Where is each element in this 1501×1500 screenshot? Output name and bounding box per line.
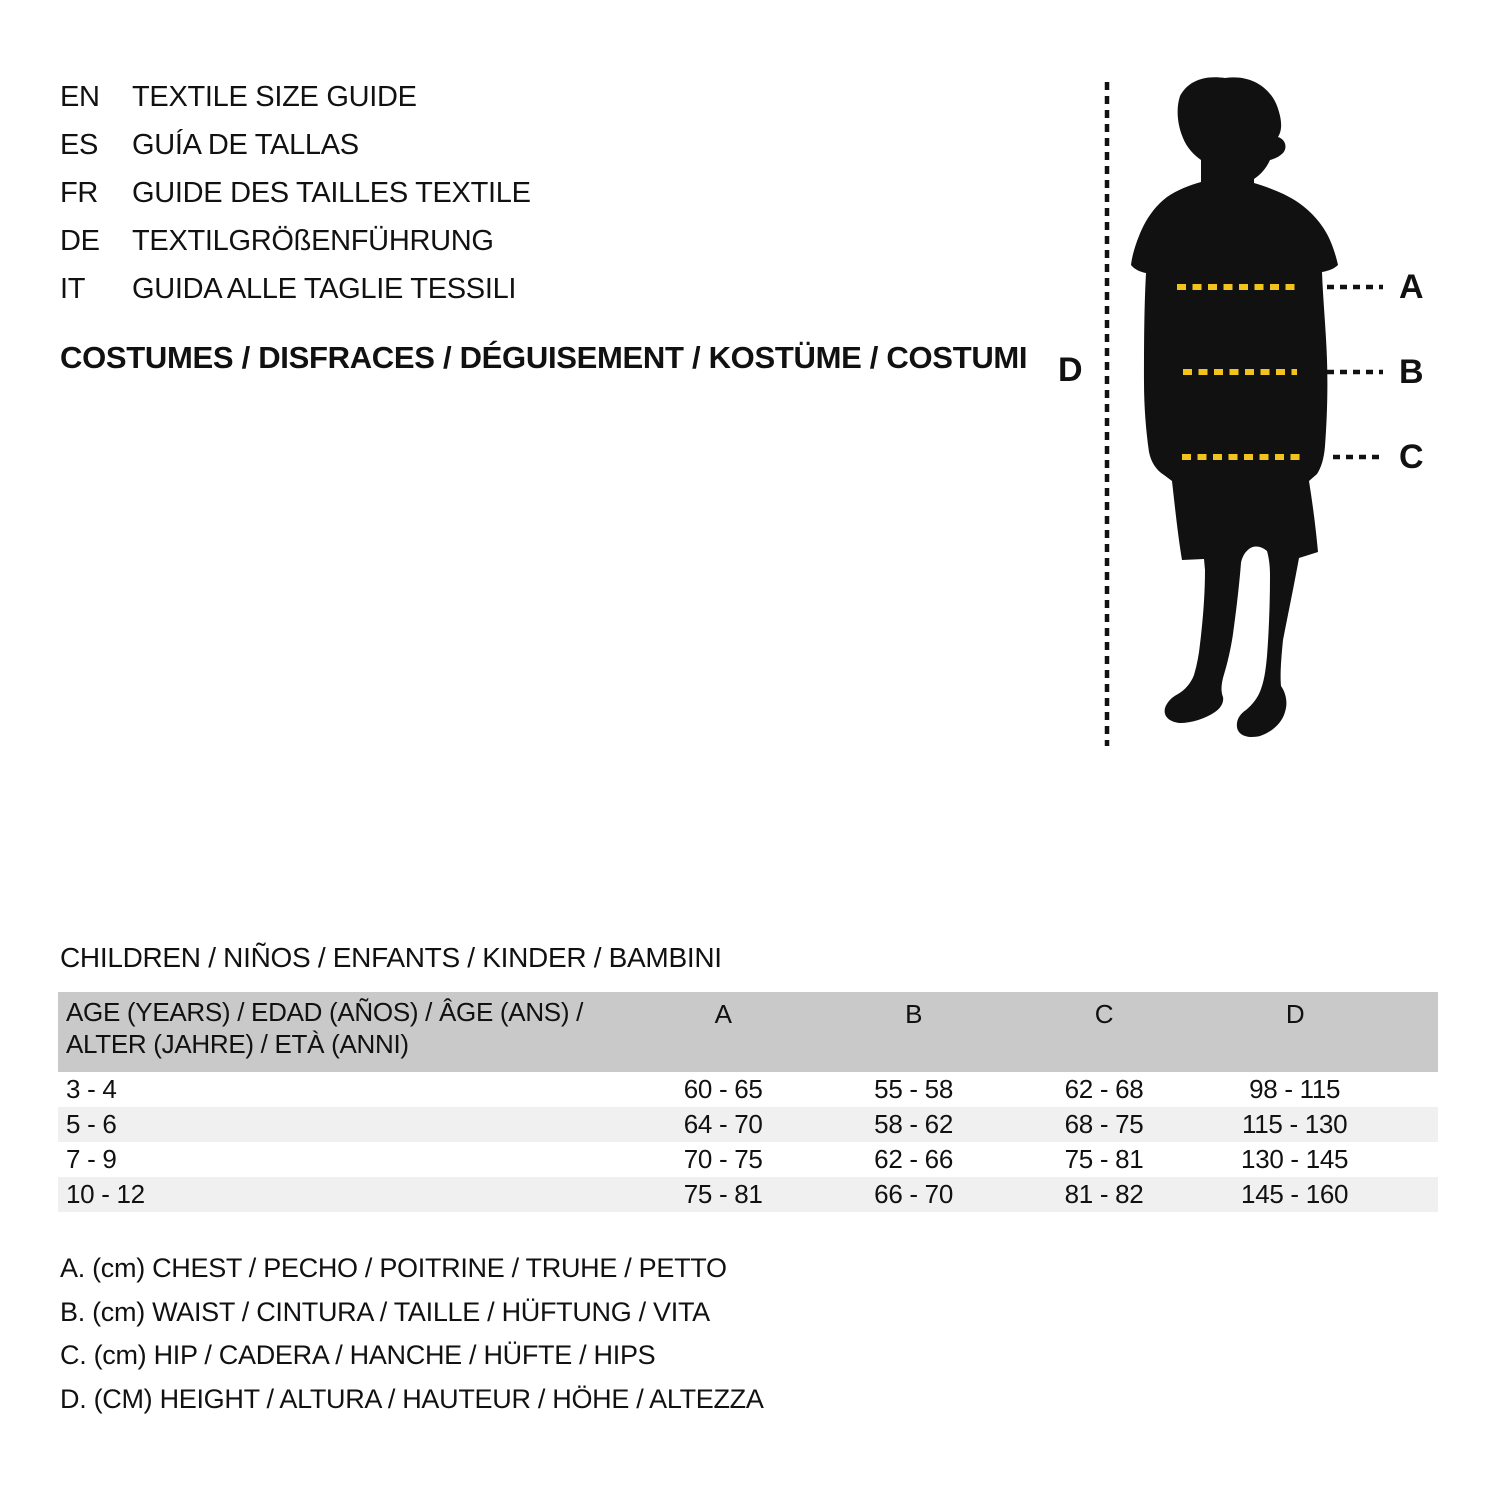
age-cell: 5 - 6: [66, 1109, 117, 1139]
measurement-figure-graphic: [1055, 60, 1455, 750]
height-cell: 130 - 145: [1241, 1144, 1349, 1174]
language-label: GUÍA DE TALLAS: [132, 129, 359, 161]
language-label: TEXTILGRÖßENFÜHRUNG: [132, 225, 494, 257]
measurement-legend: [60, 1247, 764, 1421]
legend-item: B. (cm) WAIST / CINTURA / TAILLE / HÜFTUNG / VITA: [60, 1296, 710, 1327]
language-guide-list: [60, 73, 531, 313]
legend-item: A. (cm) CHEST / PECHO / POITRINE / TRUHE / PETTO: [60, 1253, 727, 1283]
language-code: DE: [60, 225, 100, 257]
age-cell: 7 - 9: [66, 1144, 117, 1174]
chest-cell: 70 - 75: [683, 1144, 763, 1174]
legend-item: C. (cm) HIP / CADERA / HANCHE / HÜFTE / HIPS: [60, 1340, 656, 1370]
language-code: FR: [60, 177, 99, 209]
chest-cell: 60 - 65: [683, 1074, 763, 1104]
waist-cell: 66 - 70: [874, 1179, 954, 1209]
waist-cell: 62 - 66: [874, 1144, 954, 1174]
table-row: [58, 1177, 1438, 1212]
child-silhouette: [1131, 77, 1338, 737]
hip-cell: 81 - 82: [1064, 1179, 1144, 1209]
category-title: COSTUMES / DISFRACES / DÉGUISEMENT / KOSTÜME / COSTUMI: [60, 340, 1028, 375]
chest-cell: 75 - 81: [683, 1179, 763, 1209]
size-table-header-row: [58, 992, 1438, 1072]
age-header-line1: AGE (YEARS) / EDAD (AÑOS) / ÂGE (ANS) /: [66, 997, 584, 1027]
age-cell: 10 - 12: [66, 1179, 145, 1209]
age-header-line2: ALTER (JAHRE) / ETÀ (ANNI): [66, 1029, 409, 1059]
table-row: [58, 1107, 1438, 1142]
label-hip-c: C: [1399, 438, 1424, 476]
label-height-d: D: [1058, 351, 1083, 389]
height-cell: 115 - 130: [1242, 1109, 1348, 1139]
column-header-b: B: [818, 992, 1008, 1072]
table-row: [58, 1072, 1438, 1107]
hip-cell: 62 - 68: [1064, 1074, 1144, 1104]
chest-cell: 64 - 70: [683, 1109, 763, 1139]
language-code: IT: [60, 273, 86, 305]
language-code: ES: [60, 129, 99, 161]
table-row: [58, 1142, 1438, 1177]
language-label: GUIDE DES TAILLES TEXTILE: [132, 177, 531, 209]
column-header-d: D: [1199, 992, 1438, 1072]
age-column-header: [58, 992, 628, 1072]
language-label: TEXTILE SIZE GUIDE: [132, 81, 417, 113]
label-chest-a: A: [1399, 268, 1424, 306]
column-header-c: C: [1009, 992, 1199, 1072]
hip-cell: 68 - 75: [1064, 1109, 1144, 1139]
waist-cell: 58 - 62: [874, 1109, 954, 1139]
measurement-figure: [1055, 60, 1455, 750]
height-cell: 145 - 160: [1241, 1179, 1349, 1209]
language-code: EN: [60, 81, 100, 113]
hip-cell: 75 - 81: [1064, 1144, 1144, 1174]
label-waist-b: B: [1399, 353, 1424, 391]
legend-item: D. (CM) HEIGHT / ALTURA / HAUTEUR / HÖHE / ALTEZZA: [60, 1383, 764, 1414]
column-header-a: A: [628, 992, 818, 1072]
size-table: [58, 992, 1438, 1212]
height-cell: 98 - 115: [1249, 1074, 1341, 1104]
size-section-title: CHILDREN / NIÑOS / ENFANTS / KINDER / BAMBINI: [60, 942, 722, 973]
age-cell: 3 - 4: [66, 1074, 117, 1104]
language-label: GUIDA ALLE TAGLIE TESSILI: [132, 273, 517, 305]
waist-cell: 55 - 58: [874, 1074, 954, 1104]
